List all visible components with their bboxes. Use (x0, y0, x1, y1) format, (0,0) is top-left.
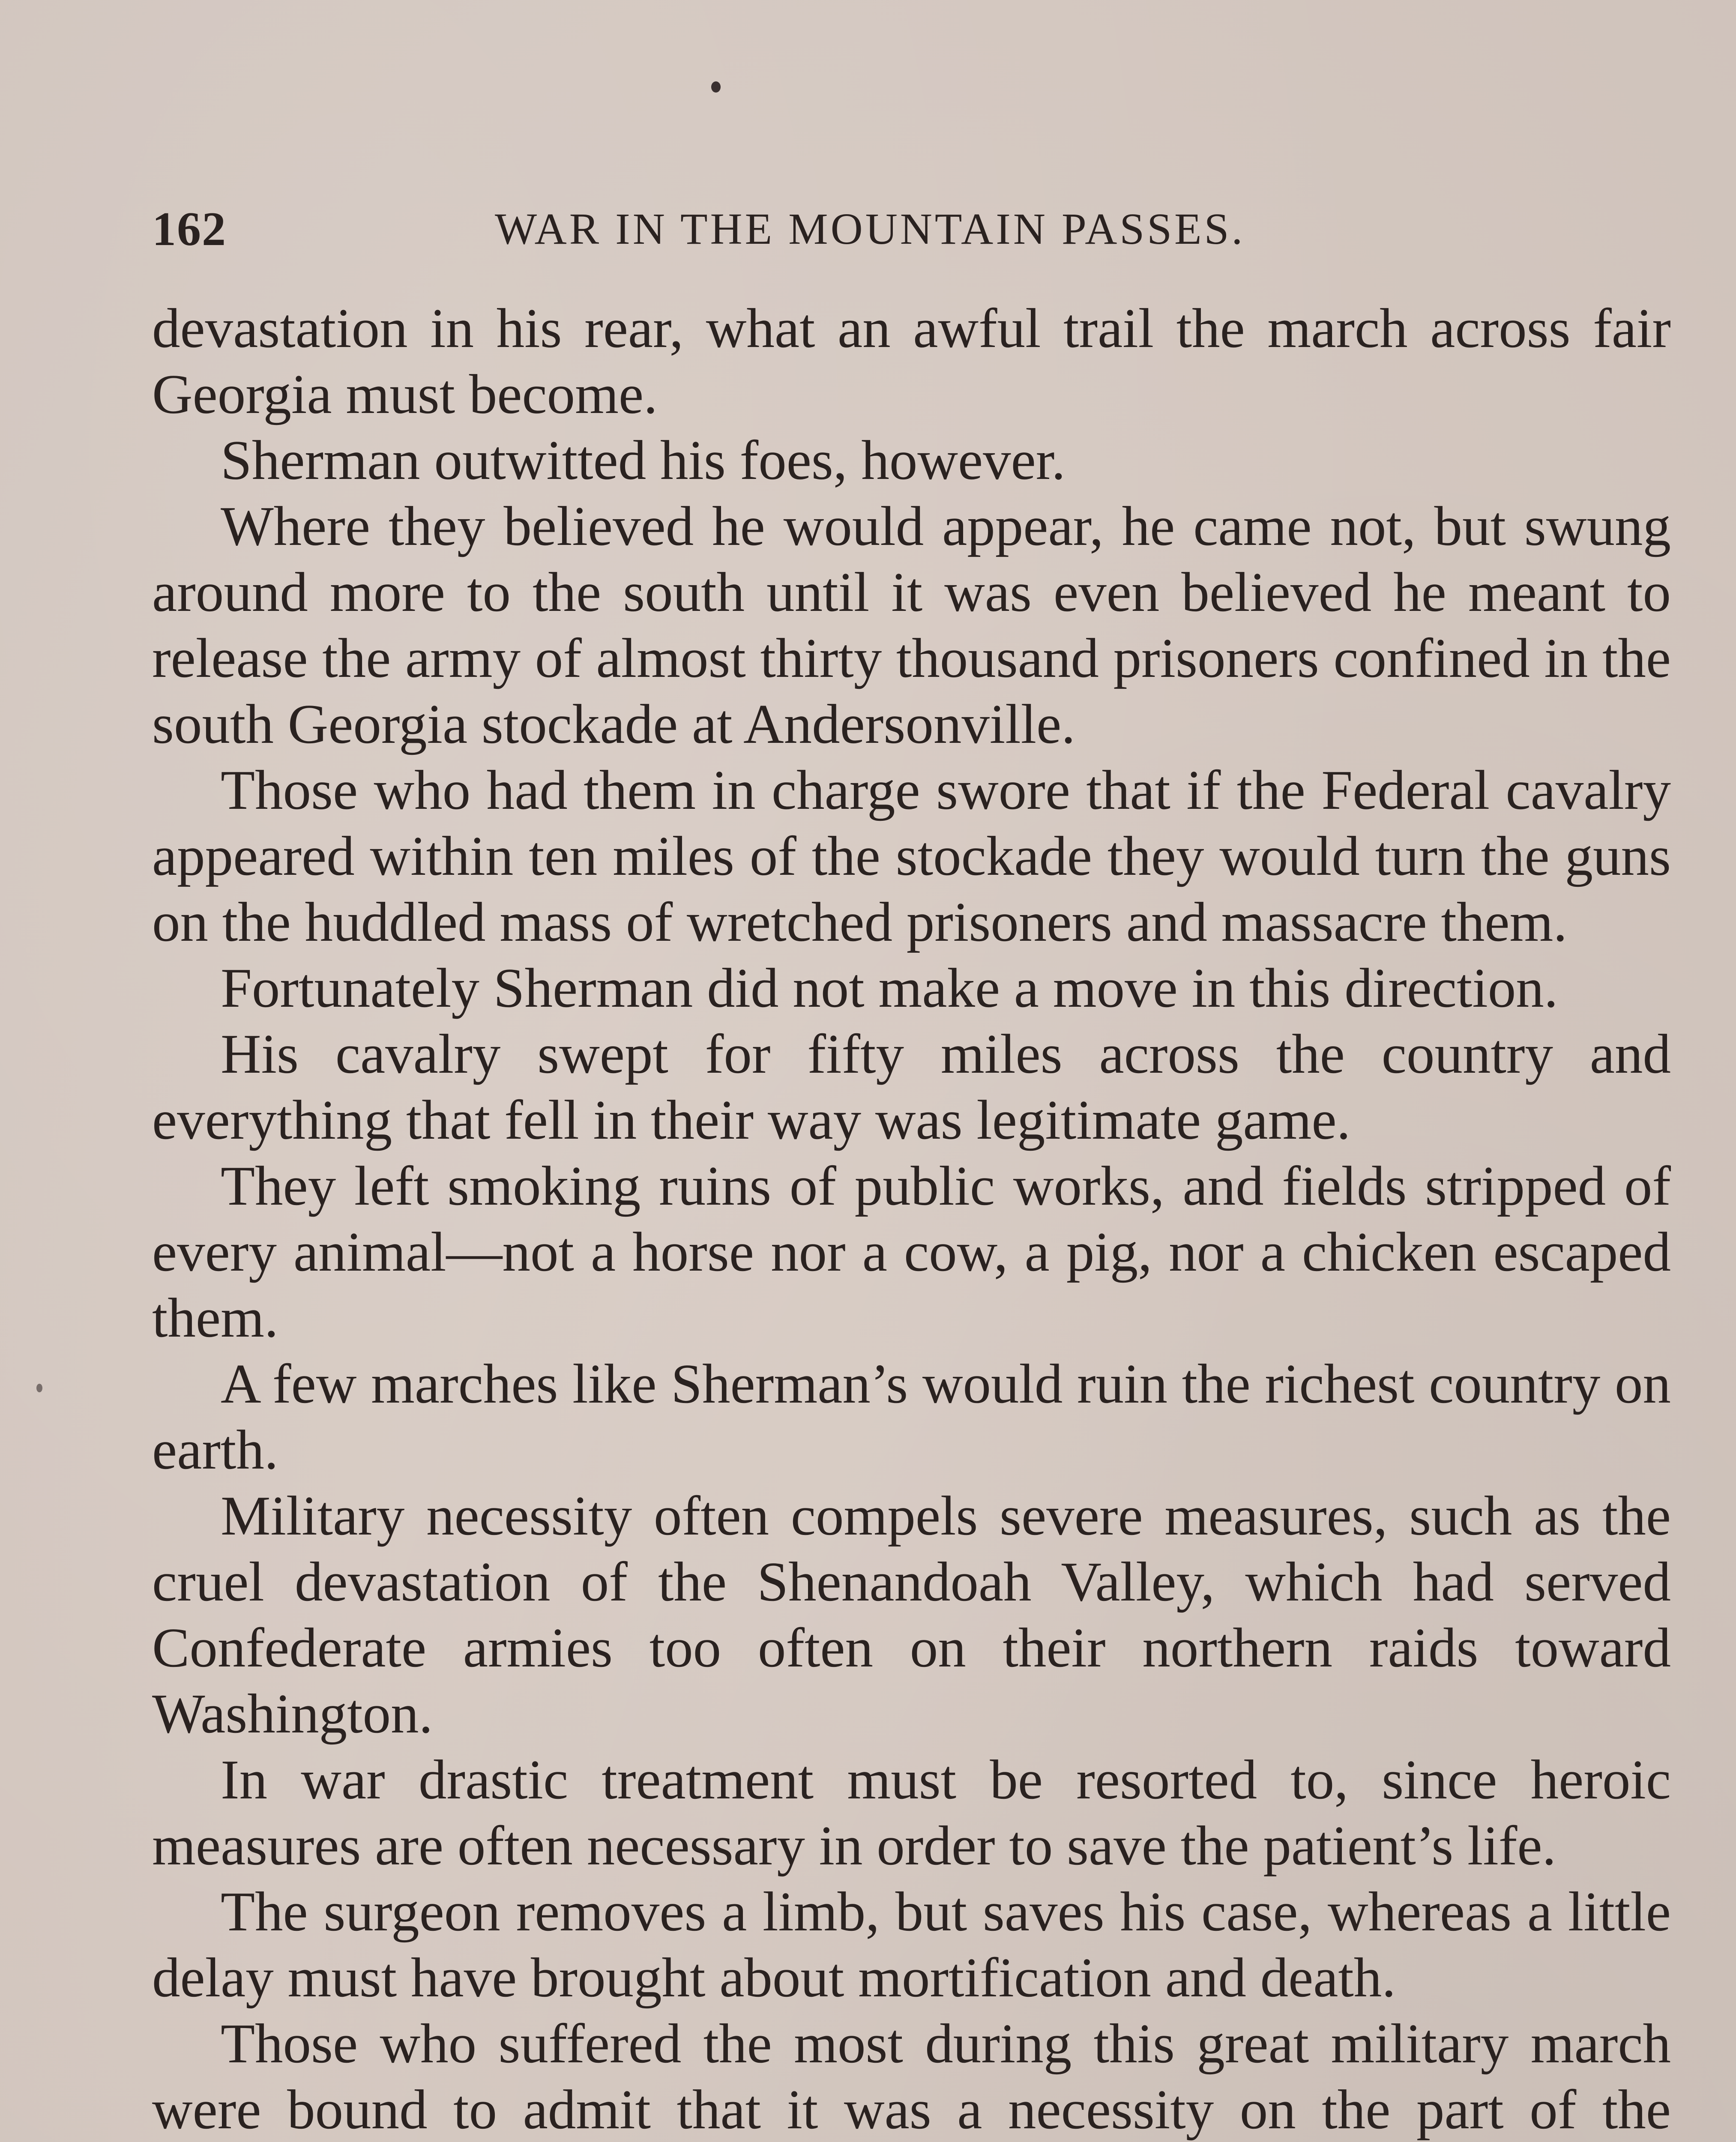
ink-speck (711, 81, 721, 93)
page-header (152, 195, 1339, 263)
ink-speck (36, 1384, 42, 1392)
paragraph: devastation in his rear, what an awful trail the march across fair Georgia must become. (152, 297, 1671, 425)
paragraph: Fortunately Sherman did not make a move in this direction. (221, 957, 1558, 1019)
paragraph: The surgeon removes a limb, but saves his case, whereas a little delay must have brought about mortification and death. (152, 1881, 1671, 2009)
running-head: WAR IN THE MOUNTAIN PASSES. (495, 204, 1245, 254)
paragraph: Where they believed he would appear, he came not, but swung around more to the south until it was even believed he meant to release the army of almost thirty thousand prisoners confined in the south Georgia stockade at Andersonville. (152, 495, 1671, 755)
paragraph: Military necessity often compels severe measures, such as the cruel devastation of the Shenandoah Valley, which had served Confederate armies too often on their northern raids toward Washington. (152, 1485, 1671, 1745)
paragraph: Those who suffered the most during this great military march were bound to admit that it was a necessity on the part of the (152, 2013, 1671, 2141)
paragraph: In war drastic treatment must be resorted to, since heroic measures are often necessary in order to save the patient’s life. (152, 1749, 1671, 1877)
paragraph: His cavalry swept for fifty miles across the country and everything that fell in their way was legitimate game. (152, 1023, 1671, 1151)
paragraph: A few marches like Sherman’s would ruin the richest country on earth. (152, 1353, 1671, 1481)
paragraph: Those who had them in charge swore that if the Federal cavalry appeared within ten miles of the stockade they would turn the guns on the huddled mass of wretched prisoners and massacre them. (152, 759, 1671, 953)
paragraph: Sherman outwitted his foes, however. (221, 429, 1066, 491)
paragraph: They left smoking ruins of public works, and fields stripped of every animal—not a horse nor a cow, a pig, nor a chicken escaped them. (152, 1155, 1671, 1349)
page-number: 162 (152, 203, 227, 256)
body-text (152, 296, 1671, 2142)
